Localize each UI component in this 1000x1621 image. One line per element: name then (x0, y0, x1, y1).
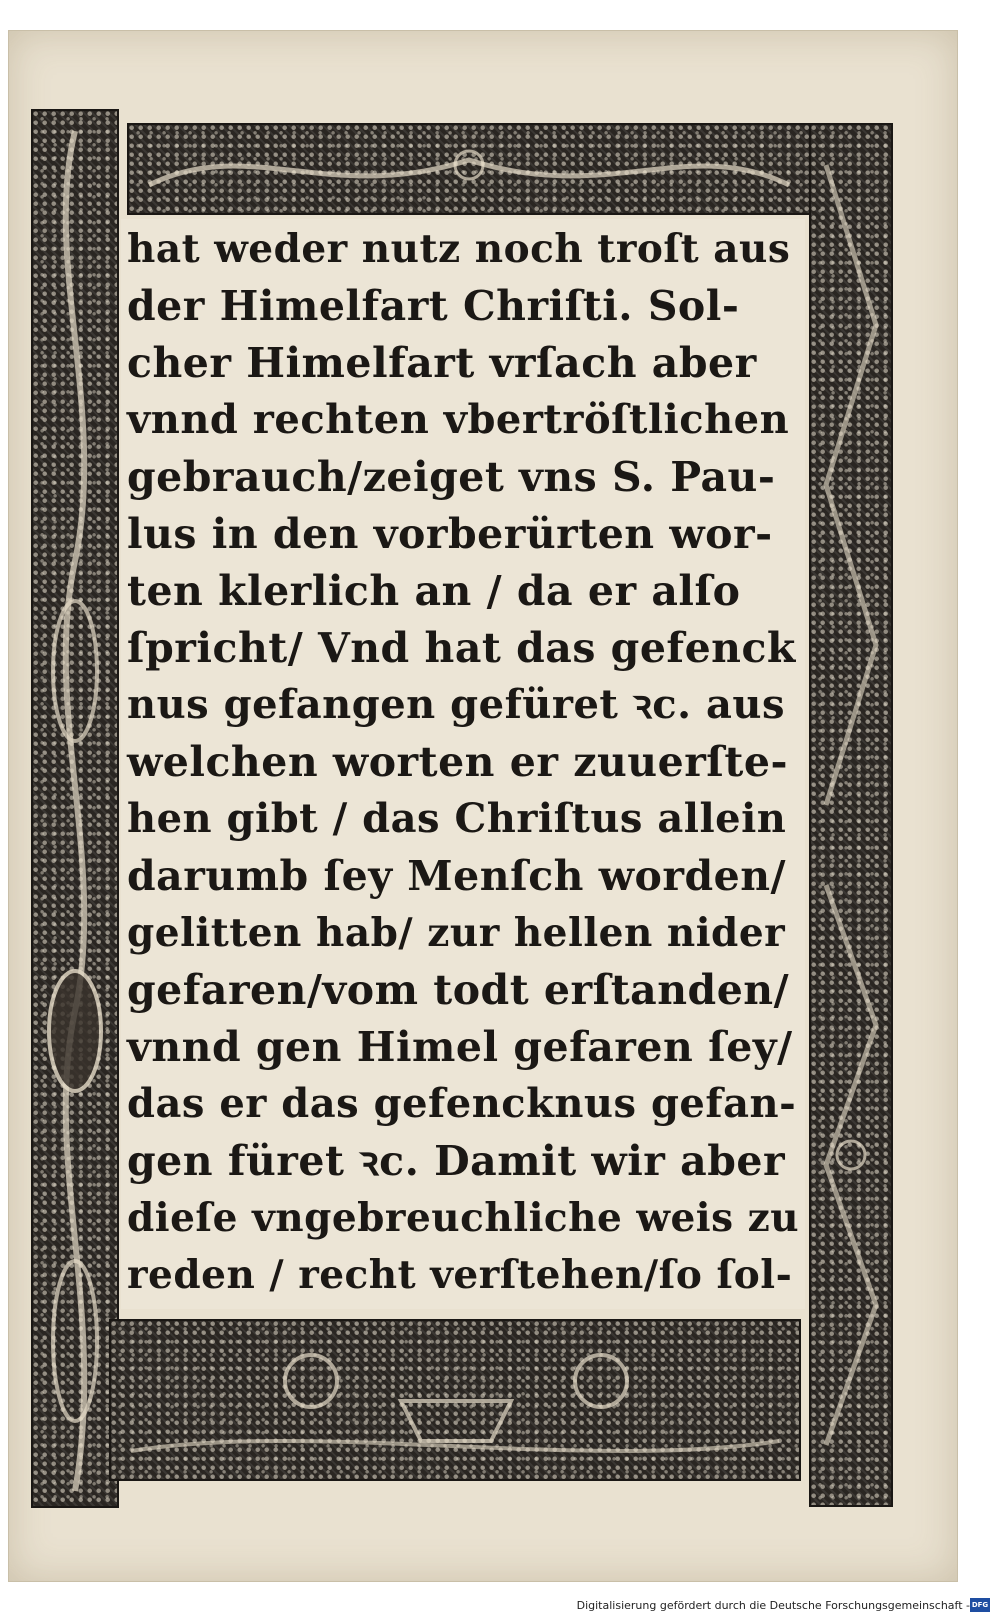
text-line: darumb ſey Menſch worden/ (127, 852, 787, 900)
text-line: hat weder nutz noch troſt aus (127, 226, 791, 272)
woodcut-border-left (31, 109, 119, 1508)
text-line: vnnd gen Himel gefaren ſey/ (127, 1023, 793, 1071)
text-line: ſpricht/ Vnd hat das gefenck (127, 624, 796, 672)
digitization-credit: Digitalisierung gefördert durch die Deutsche Forschungsgemeinschaft - (576, 1599, 970, 1612)
text-line: ten klerlich an / da er alſo (127, 567, 741, 615)
text-line: der Himelfart Chriſti. Sol- (127, 282, 740, 330)
text-line: welchen worten er zuuerſte- (127, 738, 788, 786)
text-line: reden / recht verſtehen/ſo ſol- (127, 1252, 793, 1298)
text-line: vnnd rechten vbertröſtlichen (127, 396, 790, 443)
woodcut-border-right (809, 123, 893, 1507)
dfg-logo-icon: DFG (970, 1598, 990, 1612)
woodcut-border-bottom (109, 1319, 801, 1481)
text-line: cher Himelfart vrſach aber (127, 339, 757, 387)
text-line: nus gefangen gefüret ꝛc. aus (127, 681, 785, 728)
woodcut-border-top (127, 123, 811, 215)
text-line: dieſe vngebreuchliche weis zu (127, 1195, 800, 1241)
text-line: gefaren/vom todt erſtanden/ (127, 966, 790, 1014)
book-page (8, 30, 958, 1582)
text-line: gelitten hab/ zur hellen nider (127, 910, 786, 956)
fraktur-text-block (121, 219, 805, 1309)
text-line: lus in den vorberürten wor- (127, 510, 773, 558)
text-line: gebrauch/zeiget vns S. Pau- (127, 453, 776, 501)
text-line: das er das gefencknus gefan- (127, 1080, 797, 1127)
text-line: hen gibt / das Chriſtus allein (127, 795, 787, 842)
text-line: gen füret ꝛc. Damit wir aber (127, 1137, 786, 1185)
